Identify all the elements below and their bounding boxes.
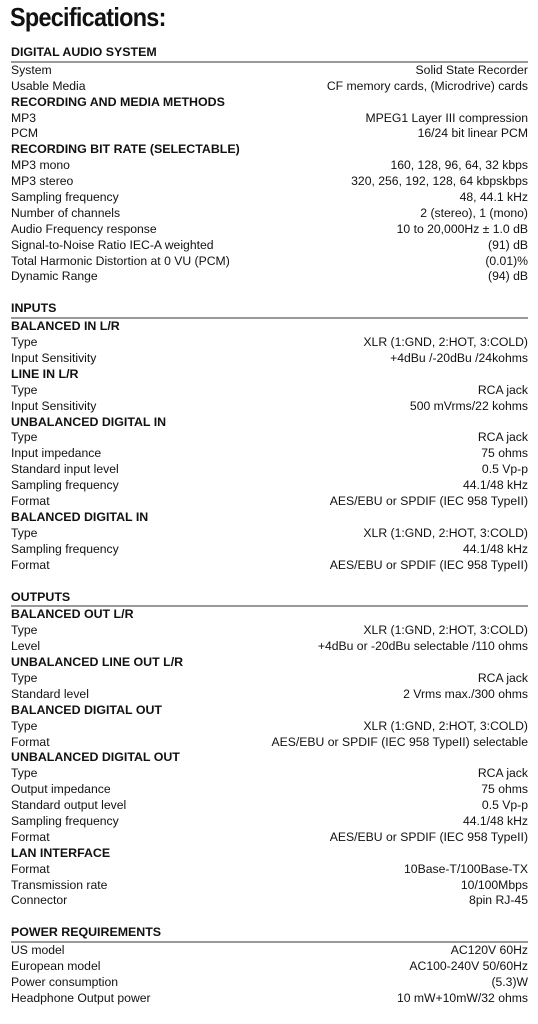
spec-value: 8pin RJ-45 xyxy=(469,893,528,908)
spec-value: 500 mVrms/22 kohms xyxy=(409,398,528,413)
spec-value: (0.01)% xyxy=(485,253,528,268)
spec-label: Type xyxy=(11,382,38,397)
spec-label: Sampling frequency xyxy=(11,813,119,828)
spec-row xyxy=(11,782,528,798)
group-heading: UNBALANCED DIGITAL IN xyxy=(11,414,167,429)
spec-row xyxy=(11,335,528,351)
spec-row xyxy=(11,63,528,79)
spec-label: Format xyxy=(11,861,50,876)
spec-value: 75 ohms xyxy=(481,782,528,797)
spec-row xyxy=(11,687,528,703)
spec-row xyxy=(11,893,528,909)
spec-label: Type xyxy=(11,335,38,350)
spec-value: 44.1/48 kHz xyxy=(462,813,528,828)
spec-row xyxy=(11,542,528,558)
group-heading: RECORDING BIT RATE (SELECTABLE) xyxy=(11,142,240,157)
section-heading: DIGITAL AUDIO SYSTEM xyxy=(11,45,528,63)
spec-row xyxy=(11,719,528,735)
spec-label: MP3 mono xyxy=(11,158,70,173)
spec-label: Transmission rate xyxy=(11,877,108,892)
spec-value: RCA jack xyxy=(477,766,528,781)
spec-label: Total Harmonic Distortion at 0 VU (PCM) xyxy=(11,253,230,268)
page-title: Specifications: xyxy=(10,2,166,32)
spec-row xyxy=(11,814,528,830)
spec-value: RCA jack xyxy=(477,670,528,685)
spec-label: PCM xyxy=(11,126,39,141)
spec-label: Sampling frequency xyxy=(11,478,119,493)
spec-section xyxy=(11,590,528,910)
spec-value: 2 Vrms max./300 ohms xyxy=(403,686,528,701)
spec-label: Output impedance xyxy=(11,782,111,797)
spec-row xyxy=(11,766,528,782)
spec-row xyxy=(11,526,528,542)
spec-row xyxy=(11,494,528,510)
spec-row xyxy=(11,254,528,270)
spec-row xyxy=(11,351,528,367)
spec-value: 10 to 20,000Hz ± 1.0 dB xyxy=(396,221,528,236)
spec-value: 75 ohms xyxy=(481,446,528,461)
spec-label: Type xyxy=(11,623,38,638)
spec-label: System xyxy=(11,62,52,77)
group-heading: BALANCED DIGITAL IN xyxy=(11,509,149,524)
section-heading: INPUTS xyxy=(11,301,528,319)
spec-label: Sampling frequency xyxy=(11,541,119,556)
spec-row xyxy=(11,269,528,285)
spec-value: 10/100Mbps xyxy=(460,877,528,892)
group-heading: UNBALANCED LINE OUT L/R xyxy=(11,655,184,670)
spec-label: US model xyxy=(11,943,65,958)
spec-row xyxy=(11,206,528,222)
spec-row xyxy=(11,975,528,991)
spec-row xyxy=(11,862,528,878)
spec-label: MP3 stereo xyxy=(11,174,74,189)
spec-row xyxy=(11,79,528,95)
spec-row xyxy=(11,462,528,478)
spec-value: 2 (stereo), 1 (mono) xyxy=(420,205,528,220)
spec-label: Audio Frequency response xyxy=(11,221,157,236)
section-heading: OUTPUTS xyxy=(11,590,528,608)
group-heading: UNBALANCED DIGITAL OUT xyxy=(11,750,180,765)
spec-label: Sampling frequency xyxy=(11,190,119,205)
spec-row xyxy=(11,126,528,142)
spec-value: CF memory cards, (Microdrive) cards xyxy=(326,78,528,93)
spec-value: +4dBu or -20dBu selectable /110 ohms xyxy=(317,639,528,654)
spec-value: AES/EBU or SPDIF (IEC 958 TypeII) selectable xyxy=(271,734,528,749)
spec-label: Number of channels xyxy=(11,205,121,220)
spec-row xyxy=(11,959,528,975)
spec-label: Standard output level xyxy=(11,798,127,813)
spec-label: Format xyxy=(11,829,50,844)
spec-value: +4dBu /-20dBu /24kohms xyxy=(390,351,528,366)
spec-value: 0.5 Vp-p xyxy=(481,462,528,477)
spec-value: RCA jack xyxy=(477,430,528,445)
spec-label: European model xyxy=(11,959,101,974)
spec-section xyxy=(11,301,528,573)
spec-value: AES/EBU or SPDIF (IEC 958 TypeII) xyxy=(329,494,528,509)
spec-label: Format xyxy=(11,494,50,509)
section-heading: POWER REQUIREMENTS xyxy=(11,925,528,943)
spec-row xyxy=(11,558,528,574)
spec-label: Level xyxy=(11,639,41,654)
group-heading: BALANCED OUT L/R xyxy=(11,607,134,622)
spec-value: 44.1/48 kHz xyxy=(462,478,528,493)
spec-row xyxy=(11,639,528,655)
spec-value: 16/24 bit linear PCM xyxy=(417,126,528,141)
spec-label: Type xyxy=(11,766,38,781)
spec-section xyxy=(11,925,528,1006)
spec-label: Type xyxy=(11,718,38,733)
spec-row xyxy=(11,446,528,462)
group-heading: LINE IN L/R xyxy=(11,366,79,381)
spec-row xyxy=(11,478,528,494)
spec-value: 10 mW+10mW/32 ohms xyxy=(396,990,528,1005)
spec-label: Input Sensitivity xyxy=(11,351,97,366)
spec-row xyxy=(11,222,528,238)
spec-value: MPEG1 Layer III compression xyxy=(365,110,528,125)
spec-value: 160, 128, 96, 64, 32 kbps xyxy=(390,158,528,173)
spec-label: Type xyxy=(11,430,38,445)
spec-label: Standard input level xyxy=(11,462,119,477)
spec-value: 0.5 Vp-p xyxy=(481,798,528,813)
spec-label: Input impedance xyxy=(11,446,102,461)
spec-label: Input Sensitivity xyxy=(11,398,97,413)
spec-value: XLR (1:GND, 2:HOT, 3:COLD) xyxy=(363,525,528,540)
spec-row xyxy=(11,399,528,415)
spec-value: (5.3)W xyxy=(491,974,528,989)
spec-label: Power consumption xyxy=(11,974,119,989)
spec-value: AC120V 60Hz xyxy=(450,943,528,958)
spec-value: XLR (1:GND, 2:HOT, 3:COLD) xyxy=(363,623,528,638)
spec-label: Headphone Output power xyxy=(11,990,151,1005)
group-heading: BALANCED IN L/R xyxy=(11,319,120,334)
spec-row xyxy=(11,158,528,174)
spec-row xyxy=(11,943,528,959)
spec-value: (91) dB xyxy=(488,237,528,252)
spec-label: Type xyxy=(11,525,38,540)
spec-label: Format xyxy=(11,557,50,572)
group-heading: LAN INTERFACE xyxy=(11,845,111,860)
spec-value: XLR (1:GND, 2:HOT, 3:COLD) xyxy=(363,335,528,350)
spec-row xyxy=(11,671,528,687)
spec-value: (94) dB xyxy=(488,269,528,284)
spec-row xyxy=(11,623,528,639)
spec-row xyxy=(11,383,528,399)
spec-value: XLR (1:GND, 2:HOT, 3:COLD) xyxy=(363,718,528,733)
spec-label: Signal-to-Noise Ratio IEC-A weighted xyxy=(11,237,214,252)
spec-label: Dynamic Range xyxy=(11,269,98,284)
spec-value: 10Base-T/100Base-TX xyxy=(404,861,528,876)
spec-row xyxy=(11,830,528,846)
spec-row xyxy=(11,430,528,446)
spec-row xyxy=(11,735,528,751)
spec-value: 320, 256, 192, 128, 64 kbpskbps xyxy=(351,174,528,189)
spec-label: MP3 xyxy=(11,110,37,125)
spec-value: AES/EBU or SPDIF (IEC 958 TypeII) xyxy=(329,829,528,844)
spec-row xyxy=(11,111,528,127)
spec-value: AC100-240V 50/60Hz xyxy=(409,959,528,974)
spec-row xyxy=(11,878,528,894)
spec-label: Type xyxy=(11,670,38,685)
spec-section xyxy=(11,45,528,285)
spec-value: 44.1/48 kHz xyxy=(462,541,528,556)
spec-row xyxy=(11,798,528,814)
group-heading: BALANCED DIGITAL OUT xyxy=(11,702,162,717)
spec-label: Connector xyxy=(11,893,68,908)
spec-value: 48, 44.1 kHz xyxy=(459,190,528,205)
spec-value: RCA jack xyxy=(477,382,528,397)
spec-label: Usable Media xyxy=(11,78,86,93)
spec-value: AES/EBU or SPDIF (IEC 958 TypeII) xyxy=(329,557,528,572)
spec-row xyxy=(11,190,528,206)
spec-row xyxy=(11,991,528,1007)
group-heading: RECORDING AND MEDIA METHODS xyxy=(11,94,225,109)
spec-label: Format xyxy=(11,734,50,749)
spec-value: Solid State Recorder xyxy=(415,62,528,77)
specifications-sheet xyxy=(11,45,528,1007)
spec-row xyxy=(11,238,528,254)
spec-label: Standard level xyxy=(11,686,89,701)
spec-row xyxy=(11,174,528,190)
